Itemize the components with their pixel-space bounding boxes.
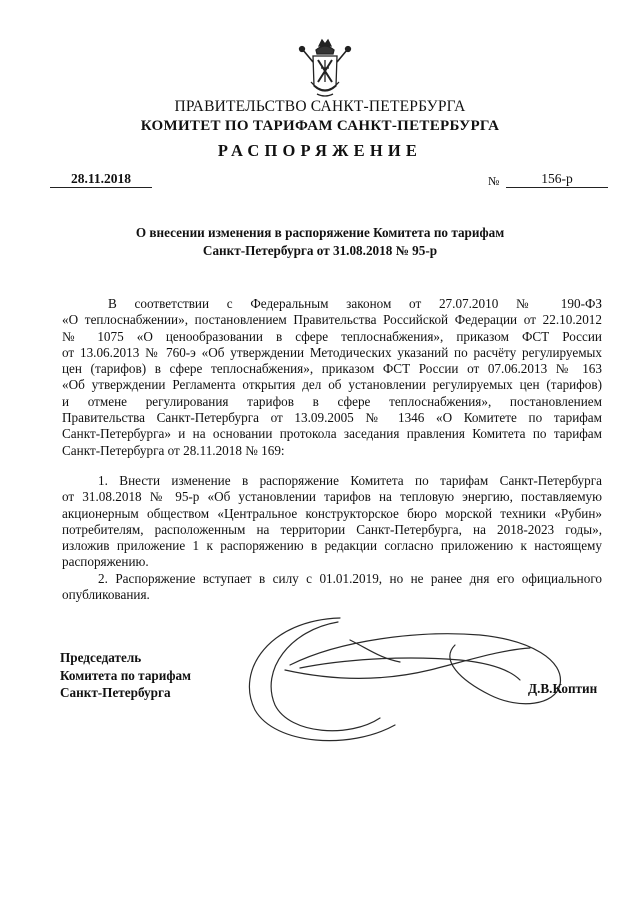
signatory-name: Д.В.Коптин [528,681,598,696]
item-2-paragraph [62,571,602,604]
text-line: потребителям, расположенным на территории Санкт-Петербурга, на 2018-2023 годы», [62,521,602,537]
text-line: 1. Внести изменение в распоряжение Комитета по тарифам Санкт-Петербурга [98,473,602,488]
text-line: изложив приложение 1 к распоряжению в редакции согласно приложению к настоящему [62,538,602,554]
position-line: Председатель [60,650,142,665]
item-1-paragraph [62,473,602,571]
text-line: № 1075 «О ценообразовании в сфере теплоснабжения», приказом ФСТ России [62,328,602,344]
handwritten-signature [230,600,580,750]
document-number [488,171,608,188]
text-line: цен (тарифов) в сфере теплоснабжения», приказом ФСТ России от 07.06.2013 № 163 [62,361,602,377]
text-line: от 31.08.2018 № 95-р «Об установлении тарифов на тепловую энергию, поставляемую [62,489,602,505]
document-title [0,224,640,260]
text-line: «О теплоснабжении», постановлением Правительства Российской Федерации от 22.10.2012 [62,312,602,328]
text-line: акционерным обществом «Центральное конструкторское бюро морской техники «Рубин» [62,505,602,521]
signatory-position [60,649,191,702]
text-line: и отмене регулирования тарифов в сфере теплоснабжения», постановлением [62,393,602,409]
number-value: 156-р [506,171,608,188]
text-line: опубликования. [62,587,150,603]
text-line: «Об утверждении Регламента открытия дел об установлении регулируемых цен (тарифов) [62,377,602,393]
document-date: 28.11.2018 [50,171,152,188]
number-sign: № [488,174,500,188]
government-heading: ПРАВИТЕЛЬСТВО САНКТ-ПЕТЕРБУРГА [174,98,466,115]
position-line: Комитета по тарифам [60,667,192,683]
committee-heading: КОМИТЕТ ПО ТАРИФАМ САНКТ-ПЕТЕРБУРГА [140,118,500,134]
text-line: Правительства Санкт-Петербурга от 13.09.2005 № 1346 «О Комитете по тарифам [62,410,602,426]
text-line: от 13.06.2013 № 760-э «Об утверждении Методических указаний по расчёту регулируемых [62,344,602,360]
text-line: Санкт-Петербурга» и на основании протокола заседания правления Комитета по тарифам [62,426,602,442]
document-type-heading: РАСПОРЯЖЕНИЕ [217,141,423,160]
title-line: Санкт-Петербурга от 31.08.2018 № 95-р [202,243,438,258]
text-line: В соответствии с Федеральным законом от 27.07.2010 № 190-ФЗ [108,296,602,311]
position-line: Санкт-Петербурга [60,685,171,700]
preamble-paragraph [62,296,602,459]
text-line: Санкт-Петербурга от 28.11.2018 № 169: [62,442,285,458]
title-line: О внесении изменения в распоряжение Комитета по тарифам [135,225,505,240]
text-line: 2. Распоряжение вступает в силу с 01.01.2019, но не ранее дня его официального [98,571,602,586]
coat-of-arms-emblem [295,38,355,102]
text-line: распоряжению. [62,554,149,570]
